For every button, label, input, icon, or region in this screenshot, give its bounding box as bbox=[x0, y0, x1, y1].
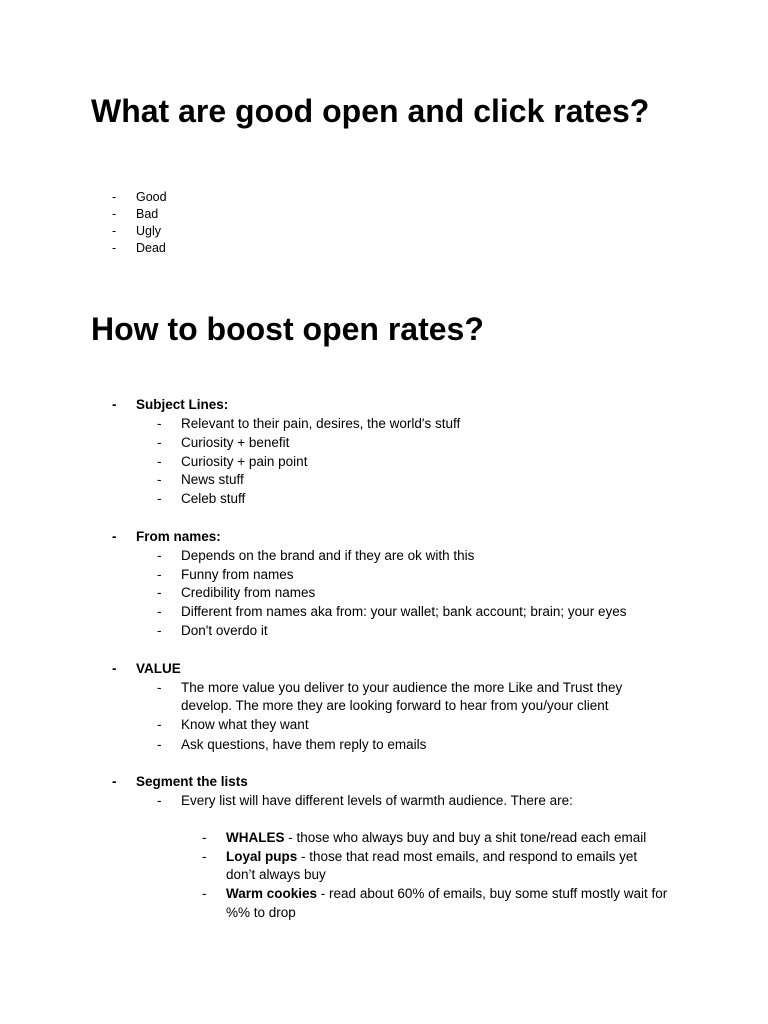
list-dash: - bbox=[112, 774, 117, 789]
segment-item-text bbox=[226, 848, 637, 865]
segment-item-continuation bbox=[0, 866, 768, 885]
group-heading-text: From names: bbox=[136, 529, 221, 544]
list-item bbox=[0, 206, 768, 223]
list-item bbox=[0, 603, 768, 622]
segment-item-whales bbox=[0, 829, 768, 848]
list-item bbox=[0, 792, 768, 811]
segment-item-text bbox=[226, 829, 646, 846]
group-heading-text: VALUE bbox=[136, 661, 181, 676]
group-heading-text: Segment the lists bbox=[136, 774, 248, 789]
list-item bbox=[0, 223, 768, 240]
segment-item-loyal-pups bbox=[0, 848, 768, 867]
group-heading-text: Subject Lines: bbox=[136, 397, 229, 412]
list-item-text: Celeb stuff bbox=[181, 491, 246, 506]
section-title-boost: How to boost open rates? bbox=[91, 311, 484, 347]
list-dash: - bbox=[157, 793, 162, 808]
list-item bbox=[0, 679, 768, 698]
segment-item-text bbox=[226, 885, 667, 902]
list-item bbox=[0, 240, 768, 257]
list-item bbox=[0, 584, 768, 603]
list-item-text: Curiosity + benefit bbox=[181, 435, 290, 450]
group-heading bbox=[0, 528, 768, 547]
list-dash: - bbox=[202, 849, 207, 864]
list-dash: - bbox=[202, 830, 207, 845]
list-item bbox=[0, 490, 768, 509]
section-title-rates: What are good open and click rates? bbox=[91, 93, 650, 129]
list-item-text: Every list will have different levels of warmth audience. There are: bbox=[181, 793, 573, 808]
list-dash: - bbox=[157, 737, 162, 752]
list-item bbox=[0, 716, 768, 735]
list-item-text: Bad bbox=[136, 207, 159, 221]
list-dash: - bbox=[112, 224, 117, 238]
segment-description: - read about 60% of emails, buy some stuff mostly wait for bbox=[317, 886, 668, 901]
segment-label: Warm cookies bbox=[226, 886, 318, 901]
list-dash: - bbox=[157, 604, 162, 619]
list-item-text: Relevant to their pain, desires, the world's stuff bbox=[181, 416, 461, 431]
segment-item-warm-cookies bbox=[0, 885, 768, 904]
list-dash: - bbox=[157, 567, 162, 582]
list-dash: - bbox=[112, 529, 117, 544]
list-item-text: develop. The more they are looking forward to hear from you/your client bbox=[181, 698, 609, 713]
list-item bbox=[0, 415, 768, 434]
list-item bbox=[0, 453, 768, 472]
list-dash: - bbox=[112, 190, 117, 204]
list-item-text: Curiosity + pain point bbox=[181, 454, 308, 469]
segment-description: - those that read most emails, and respond to emails yet bbox=[297, 849, 638, 864]
list-dash: - bbox=[157, 472, 162, 487]
list-dash: - bbox=[157, 416, 162, 431]
segment-item-continuation bbox=[0, 904, 768, 923]
list-dash: - bbox=[202, 886, 207, 901]
group-heading bbox=[0, 773, 768, 792]
segment-continuation-text: %% to drop bbox=[226, 905, 296, 920]
list-item-text: News stuff bbox=[181, 472, 244, 487]
list-item-text: Ugly bbox=[136, 224, 162, 238]
list-item bbox=[0, 566, 768, 585]
list-dash: - bbox=[157, 717, 162, 732]
list-item bbox=[0, 736, 768, 755]
list-item bbox=[0, 471, 768, 490]
list-dash: - bbox=[112, 661, 117, 676]
list-dash: - bbox=[112, 397, 117, 412]
list-item-text: Dead bbox=[136, 241, 166, 255]
list-item-text: Good bbox=[136, 190, 167, 204]
list-item-text: Funny from names bbox=[181, 567, 294, 582]
list-dash: - bbox=[157, 491, 162, 506]
segment-label: WHALES bbox=[226, 830, 285, 845]
list-item-text: The more value you deliver to your audience the more Like and Trust they bbox=[181, 680, 623, 695]
list-item-text: Don't overdo it bbox=[181, 623, 268, 638]
list-dash: - bbox=[157, 623, 162, 638]
group-heading bbox=[0, 396, 768, 415]
list-dash: - bbox=[157, 454, 162, 469]
list-item bbox=[0, 547, 768, 566]
list-dash: - bbox=[112, 241, 117, 255]
segment-description: - those who always buy and buy a shit tone/read each email bbox=[284, 830, 647, 845]
list-item-text: Ask questions, have them reply to emails bbox=[181, 737, 427, 752]
list-dash: - bbox=[157, 435, 162, 450]
list-item bbox=[0, 189, 768, 206]
list-dash: - bbox=[157, 548, 162, 563]
list-item-text: Know what they want bbox=[181, 717, 309, 732]
list-dash: - bbox=[112, 207, 117, 221]
segment-label: Loyal pups bbox=[226, 849, 298, 864]
list-dash: - bbox=[157, 585, 162, 600]
list-item bbox=[0, 622, 768, 641]
list-item-text: Credibility from names bbox=[181, 585, 316, 600]
list-item bbox=[0, 434, 768, 453]
list-dash: - bbox=[157, 680, 162, 695]
segment-continuation-text: don’t always buy bbox=[226, 867, 326, 882]
list-item-continuation bbox=[0, 697, 768, 716]
group-heading bbox=[0, 660, 768, 679]
list-item-text: Depends on the brand and if they are ok with this bbox=[181, 548, 475, 563]
list-item-text: Different from names aka from: your wallet; bank account; brain; your eyes bbox=[181, 604, 627, 619]
